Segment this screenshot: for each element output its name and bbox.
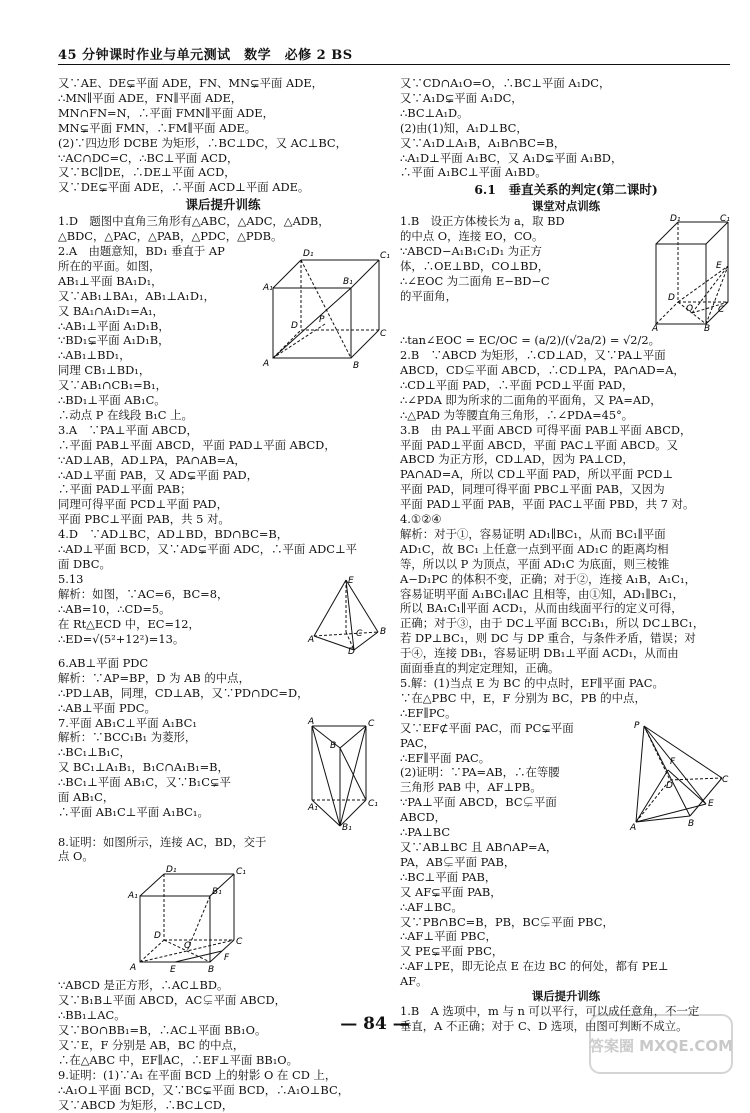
right-top-block — [400, 76, 732, 180]
text-line: A−D₁PC 的体积不变，正确；对于②，连接 A₁B，A₁C₁， — [400, 571, 696, 586]
svg-text:B: B — [330, 740, 337, 751]
text-line: 4.D ∵AD⊥BC，AD⊥BD，BD∩BC=B， — [58, 527, 289, 542]
text-line: 又∵AB₁⊥BA₁，AB₁⊥A₁D₁， — [58, 288, 215, 303]
text-line: ∴AD⊥平面 PAB，又 AD⊊平面 PAD， — [58, 467, 259, 482]
text-line: 又∵CD∩A₁O=O，∴BC⊥平面 A₁DC， — [400, 76, 611, 90]
triangle-figure-q5 — [308, 574, 388, 657]
text-line: 同理 CB₁⊥BD₁， — [58, 363, 151, 378]
svg-text:A: A — [308, 634, 315, 645]
text-line: 三角形 PAB 中，AF⊥PB。 — [400, 780, 542, 795]
page-number: — 84 — — [340, 1014, 410, 1034]
svg-text:B₁: B₁ — [342, 822, 352, 833]
text-line: ∵AD⊥AB，AD⊥PA，PA∩AB=A， — [58, 452, 246, 467]
text-line: 解析：对于①，容易证明 AD₁∥BC₁，从而 BC₁∥平面 — [400, 526, 666, 541]
left-top-block — [58, 76, 388, 195]
svg-text:D: D — [348, 646, 355, 657]
svg-text:D₁: D₁ — [670, 214, 681, 225]
svg-text:B₁: B₁ — [212, 887, 222, 898]
text-line: ∴AD⊥平面 BCD，又∵AD⊊平面 ADC，∴平面 ADC⊥平 — [58, 542, 358, 557]
text-line: 所以 BA₁C₁∥平面 ACD₁，从而由线面平行的定义可得， — [400, 601, 683, 616]
text-line: ABCD， — [400, 810, 447, 825]
answer-3 — [58, 423, 388, 527]
text-line: 6.AB⊥平面 PDC — [58, 655, 149, 670]
text-line: 解析：∵AP=BP，D 为 AB 的中点， — [58, 670, 250, 685]
text-line: 又∵BO∩BB₁=B，∴AC⊥平面 BB₁O。 — [58, 1023, 267, 1038]
svg-text:E: E — [708, 799, 714, 809]
text-line: 正确；对于③，由于 DC⊥平面 BCC₁B₁，所以 DC⊥BC₁， — [400, 616, 705, 631]
svg-text:C: C — [356, 628, 363, 639]
pyramid-figure-q5 — [630, 720, 730, 833]
text-line: 又∵A₁D⊊平面 A₁DC， — [400, 90, 523, 105]
text-line: 同理可得平面 PCD⊥平面 PAD， — [58, 497, 228, 512]
svg-text:D₁: D₁ — [303, 248, 314, 259]
text-line: AB₁⊥平面 BA₁D₁， — [58, 273, 163, 288]
svg-text:A: A — [652, 324, 659, 335]
svg-text:O: O — [184, 941, 192, 952]
text-line: 垂直，A 不正确；对于 C、D 选项，由图可判断不成立。 — [400, 1018, 688, 1033]
text-line: ∴∠EOC 为二面角 E−BD−C — [400, 273, 550, 288]
svg-text:A: A — [630, 823, 637, 833]
text-line: ∴AF⊥平面 PBC， — [400, 929, 497, 944]
text-line: PA∩AD=A，所以 CD⊥平面 PAD，所以平面 PCD⊥ — [400, 467, 674, 482]
text-line: 平面 PBC⊥平面 PAB，共 5 对。 — [58, 512, 230, 527]
text-line: ∴平面 A₁BC⊥平面 A₁BD。 — [400, 165, 547, 180]
cube-figure-q8 — [118, 866, 258, 976]
text-line: ∴A₁O⊥平面 BCD，又∵BC⊊平面 BCD，∴A₁O⊥BC， — [58, 1082, 350, 1097]
text-line: 又∵ABCD 为矩形，∴BC⊥CD， — [58, 1097, 234, 1112]
text-line: ABCD，CD⊊平面 ABCD，∴CD⊥PA，PA∩AD=A， — [400, 362, 685, 377]
svg-text:D₁: D₁ — [166, 865, 177, 876]
text-line: ∴BC⊥平面 PAB， — [400, 869, 497, 884]
prism-figure-q7 — [308, 718, 388, 833]
answer-7 — [58, 716, 388, 835]
svg-text:D: D — [666, 781, 673, 791]
text-line: AD₁C，故 BC₁ 上任意一点到平面 AD₁C 的距离均相 — [400, 541, 669, 556]
right-answer-2 — [400, 348, 732, 423]
right-answer-1 — [400, 214, 732, 333]
text-line: 5.13 — [58, 571, 84, 586]
text-line: (2)∵四边形 DCBE 为矩形，∴BC⊥DC，又 AC⊥BC， — [58, 135, 348, 150]
text-line: 2.A 由题意知，BD₁ 垂直于 AP — [58, 243, 225, 258]
text-line: 又∵BC∥DE，∴DE⊥平面 ACD， — [58, 165, 236, 180]
svg-text:B: B — [380, 626, 387, 637]
text-line: ∴AF⊥BC。 — [400, 899, 463, 914]
answer-4 — [58, 527, 388, 572]
text-line: ∵BD₁⊊平面 A₁D₁B， — [58, 333, 170, 348]
text-line: PA，AB⊊平面 PAB， — [400, 854, 516, 869]
cube-figure-right-q1 — [652, 214, 732, 335]
text-line: △BDC，△PAC，△PAB，△PDC，△PDB。 — [58, 229, 283, 244]
text-line: 解析：∵BCC₁B₁ 为菱形， — [58, 730, 197, 745]
text-line: ∴在△ABC 中，EF∥AC，∴EF⊥平面 BB₁O。 — [58, 1052, 299, 1067]
text-line: 3.B 由 PA⊥平面 ABCD 可得平面 PAB⊥平面 ABCD， — [400, 422, 692, 437]
svg-text:D: D — [154, 931, 161, 942]
text-line: PAC， — [400, 735, 435, 750]
answer-9 — [58, 1068, 388, 1113]
text-line: ∴BC⊥A₁D。 — [400, 105, 469, 120]
watermark-text: 答案圈 MXQE.COM — [588, 1037, 734, 1055]
right-answer-3 — [400, 423, 732, 512]
answer-8-intro — [58, 835, 388, 865]
text-line: 9.证明：(1)∵A₁ 在平面 BCD 上的射影 O 在 CD 上， — [58, 1067, 337, 1082]
text-line: 点 O。 — [58, 849, 94, 864]
svg-text:A₁: A₁ — [263, 282, 273, 293]
text-line: 1.B 设正方体棱长为 a，取 BD — [400, 214, 565, 229]
text-line: 等，所以以 P 为顶点，平面 AD₁C 为底面，则三棱锥 — [400, 556, 670, 571]
text-line: 4.①②④ — [400, 512, 442, 527]
svg-text:A: A — [308, 716, 315, 727]
watermark-logo — [586, 1009, 736, 1079]
text-line: ∴平面 PAD⊥平面 PAB； — [58, 482, 192, 497]
text-line: 又 AF⊊平面 PAB， — [400, 884, 502, 899]
svg-text:A: A — [130, 963, 137, 974]
text-line: MN∩FN=N，∴平面 FMN∥平面 ADE， — [58, 105, 274, 120]
text-line: 面 DBC。 — [58, 557, 111, 571]
svg-text:A: A — [263, 358, 270, 369]
text-line: 所在的平面。如图， — [58, 258, 161, 273]
right-subtitle-2: 课后提升训练 — [531, 989, 601, 1004]
answer-6 — [58, 656, 388, 716]
right-column — [400, 76, 732, 1034]
text-line: ∵在△PBC 中，E，F 分别为 BC，PB 的中点， — [400, 690, 646, 705]
text-line: 面 AB₁C， — [58, 790, 115, 805]
answer-1 — [58, 214, 388, 244]
text-line: ∴AF⊥PE，即无论点 E 在边 BC 的何处，都有 PE⊥ — [400, 959, 669, 974]
text-line: 5.解：(1)当点 E 为 BC 的中点时，EF∥平面 PAC。 — [400, 676, 664, 690]
text-line: ∴CD⊥平面 PAD，∴平面 PCD⊥平面 PAD， — [400, 377, 634, 392]
text-line: ∴BC₁⊥B₁C， — [58, 745, 131, 760]
text-line: ∴平面 PAB⊥平面 ABCD，平面 PAD⊥平面 ABCD， — [58, 437, 336, 452]
text-line: 7.平面 AB₁C⊥平面 A₁BC₁ — [58, 715, 197, 730]
svg-text:D: D — [291, 320, 298, 331]
svg-text:C₁: C₁ — [368, 798, 378, 809]
text-line: MN⊊平面 FMN，∴FM∥平面 ADE。 — [58, 120, 257, 135]
text-line: 的平面角， — [400, 288, 457, 303]
text-line: 又∵AE、DE⊊平面 ADE，FN、MN⊊平面 ADE， — [58, 76, 324, 90]
text-line: 又∵AB⊥BC 且 AB∩AP=A， — [400, 839, 558, 854]
text-line: 平面 PAD，同理可得平面 PBC⊥平面 PAB，又因为 — [400, 482, 665, 497]
text-line: 8.证明：如图所示，连接 AC，BD，交于 — [58, 834, 267, 849]
left-column — [58, 76, 388, 1113]
svg-text:F: F — [670, 757, 676, 767]
text-line: 在 Rt△ECD 中，EC=12， — [58, 616, 200, 631]
text-line: ∴∠PDA 即为所求的二面角的平面角，又 PA=AD， — [400, 392, 662, 407]
text-line: ∴PA⊥BC — [400, 825, 451, 840]
svg-text:C: C — [236, 937, 243, 948]
svg-text:E: E — [348, 575, 354, 586]
page-header: 45 分钟课时作业与单元测试 数学 必修 2 BS — [58, 48, 353, 63]
text-line: 于④，连接 DB₁，容易证明 DB₁⊥平面 ACD₁，从而由 — [400, 646, 679, 661]
text-line: 面面垂直的判定定理知，正确。 — [400, 661, 560, 676]
text-line: 3.A ∵PA⊥平面 ABCD， — [58, 422, 198, 437]
text-line: ∴动点 P 在线段 B₁C 上。 — [58, 407, 193, 422]
text-line: ∴PD⊥AB，同理，CD⊥AB，又∵PD∩DC=D， — [58, 685, 309, 700]
text-line: 解析：如图，∵AC=6，BC=8， — [58, 586, 229, 601]
text-line: 又∵EF⊄平面 PAC，而 PC⊊平面 — [400, 720, 574, 735]
cube-figure-q2 — [263, 246, 388, 371]
right-section-title: 6.1 垂直关系的判定(第二课时) — [474, 182, 658, 198]
svg-text:C: C — [722, 775, 729, 785]
text-line: ∵PA⊥平面 ABCD，BC⊊平面 — [400, 795, 557, 810]
svg-text:F: F — [224, 953, 230, 964]
svg-text:D: D — [668, 293, 675, 304]
text-line: 2.B ∵ABCD 为矩形，∴CD⊥AD，又∵PA⊥平面 — [400, 348, 666, 363]
text-line: ∴EF∥PC。 — [400, 705, 457, 720]
text-line: 又∵B₁B⊥平面 ABCD，AC⊊平面 ABCD， — [58, 993, 287, 1008]
text-line: (2)证明：∵PA=AB，∴在等腰 — [400, 765, 560, 780]
svg-text:P: P — [319, 314, 325, 325]
text-line: 1.D 题图中直角三角形有△ABC，△ADC，△ADB， — [58, 214, 330, 229]
svg-text:C: C — [380, 328, 387, 339]
right-answer-4 — [400, 512, 732, 676]
text-line: ∵ABCD−A₁B₁C₁D₁ 为正方 — [400, 243, 542, 258]
text-line: ∴AB=10，∴CD=5。 — [58, 601, 171, 616]
text-line: ∴AB₁⊥平面 A₁D₁B， — [58, 318, 170, 333]
answer-2 — [58, 244, 388, 423]
text-line: AF。 — [400, 974, 428, 989]
text-line: ∴BB₁⊥AC。 — [58, 1008, 126, 1023]
svg-text:P: P — [634, 721, 640, 731]
text-line: 又∵E，F 分别是 AB，BC 的中点， — [58, 1037, 245, 1052]
text-line: 又∵PB∩BC=B，PB，BC⊊平面 PBC， — [400, 914, 614, 929]
text-line: 容易证明平面 A₁BC₁∥AC 且相等，由①知，AD₁∥BC₁， — [400, 586, 685, 601]
svg-text:C₁: C₁ — [236, 867, 246, 878]
text-line: 又∵AB₁∩CB₁=B₁， — [58, 378, 168, 393]
text-line: 的中点 O，连接 EO，CO。 — [400, 229, 544, 244]
text-line: ∴AB⊥平面 PDC。 — [58, 700, 156, 715]
text-line: 平面 PAD⊥平面 ABCD，平面 PAC⊥平面 ABCD。又 — [400, 437, 679, 452]
text-line: 又 BA₁∩A₁D₁=A₁， — [58, 303, 164, 318]
text-line: ∴平面 AB₁C⊥平面 A₁BC₁。 — [58, 804, 209, 819]
text-line: ∴A₁D⊥平面 A₁BC，又 A₁D⊊平面 A₁BD， — [400, 150, 623, 165]
text-line: ∴BD₁⊥平面 AB₁C。 — [58, 393, 166, 408]
text-line: 又 PE⊊平面 PBC， — [400, 944, 504, 959]
right-subtitle-1: 课堂对点训练 — [531, 199, 601, 214]
svg-text:E: E — [170, 965, 176, 976]
right-answer-5 — [400, 676, 732, 989]
svg-text:B: B — [208, 965, 215, 976]
left-section-title: 课后提升训练 — [185, 197, 261, 213]
text-line: ∵ABCD 是正方形，∴AC⊥BD。 — [58, 978, 229, 993]
text-line: 体，∴OE⊥BD，CO⊥BD， — [400, 258, 550, 273]
svg-text:B₁: B₁ — [343, 276, 353, 287]
text-line: 1.B A 选项中，m 与 n 可以平行，可以成任意角，不一定 — [400, 1003, 700, 1018]
text-line: 又∵DE⊊平面 ADE，∴平面 ACD⊥平面 ADE。 — [58, 180, 310, 195]
svg-text:B: B — [704, 324, 711, 335]
text-line: 若 DP⊥BC₁，则 DC 与 DP 重合，与条件矛盾，错误；对 — [400, 631, 696, 646]
svg-text:E: E — [716, 261, 722, 272]
text-line: ∵AC∩DC=C，∴BC⊥平面 ACD， — [58, 150, 239, 165]
header-rule — [58, 64, 730, 65]
svg-text:B: B — [688, 819, 695, 829]
text-line: ∴MN∥平面 ADE，FN∥平面 ADE， — [58, 90, 243, 105]
text-line: ∴BC₁⊥平面 AB₁C，又∵B₁C⊊平 — [58, 775, 231, 790]
answer-5 — [58, 572, 388, 656]
svg-text:O: O — [686, 304, 694, 315]
text-line: 又∵A₁D⊥A₁B，A₁B∩BC=B， — [400, 135, 566, 150]
svg-text:C₁: C₁ — [720, 214, 730, 225]
right-answer-1-formula: ∴tan∠EOC = EC/OC = (a/2)/(√2a/2) = √2/2。 — [400, 333, 660, 348]
text-line: 又 BC₁⊥A₁B₁，B₁C∩A₁B₁=B， — [58, 760, 229, 775]
text-line: (2)由(1)知，A₁D⊥BC， — [400, 120, 528, 135]
svg-text:B: B — [353, 360, 360, 371]
svg-text:C₁: C₁ — [380, 250, 390, 261]
text-line: ∴△PAD 为等腰直角三角形，∴∠PDA=45°。 — [400, 407, 634, 422]
text-line: 平面 PAD⊥平面 PAB，平面 PAC⊥平面 PBD，共 7 对。 — [400, 497, 695, 512]
svg-text:A₁: A₁ — [308, 802, 318, 813]
svg-text:C: C — [368, 718, 375, 729]
svg-text:A₁: A₁ — [128, 891, 138, 902]
text-line: ∴EF∥平面 PAC。 — [400, 750, 491, 765]
text-line: ∴AB₁⊥BD₁， — [58, 348, 131, 363]
text-line: ∴ED=√(5²+12²)=13。 — [58, 631, 185, 646]
text-line: ABCD 为正方形，CD⊥AD，因为 PA⊥CD， — [400, 452, 634, 467]
svg-text:C: C — [718, 305, 725, 316]
